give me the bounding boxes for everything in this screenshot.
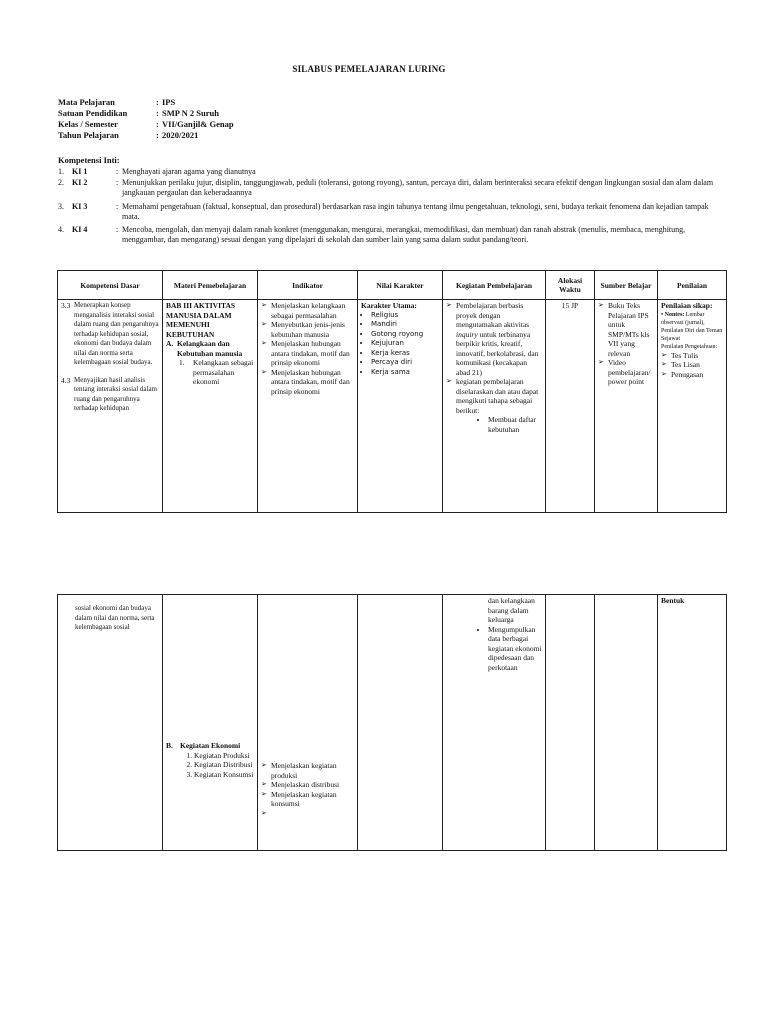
cell-materi: B. Kegiatan Ekonomi 1. Kegiatan Produksi 2. Kegiatan Distribusi 3. Kegiatan Konsumsi	[163, 595, 258, 851]
cell-kegiatan: ➢ Pembelajaran berbasis proyek dengan mengutamakan aktivitas inquiry untuk terbinanya berpikir kritis, kreatif, innovatif, berkolabrasi, dan komunikasi (kecakapan abad 21) ➢ kegiatan pembelajaran diselaraskan dan atau dapat mengikuti tahapa sebagai berikut: • Membuat daftar kebutuhan	[443, 300, 546, 513]
cell-kompetensi-dasar: sosial ekonomi dan budaya dalam nilai dan norma, serta kelembagaan sosial	[58, 595, 163, 851]
list-item: ➢ Menjelaskan hubungan antara tindakan, motif dan prinsip ekonomi	[261, 339, 354, 368]
cell-alokasi: 15 JP	[546, 300, 595, 513]
cell-indikator	[258, 300, 358, 513]
syllabus-table	[57, 270, 727, 513]
cell-alokasi	[546, 595, 595, 851]
subject-info: Mata Pelajaran : IPS Satuan Pendidikan : SMP N 2 Suruh Kelas / Semester : VII/Ganjil& Genap Tahun Pelajaran : 2020/2021	[58, 97, 234, 140]
header-alokasi: Alokasi Waktu	[546, 271, 595, 300]
cell-penilaian: Penilaian sikap: • Nontes: Lembar observasi (jurnal), Penilaian Diri dan Teman Sejawat Penilaian Pengetahuan: ➢ Tes Tulis ➢ Tes Lisan ➢ Penugasan	[658, 300, 727, 513]
cell-indikator: ➢ Menjelaskan kegiatan produksi ➢ Menjelaskan distribusi ➢ Menjelaskan kegiatan konsumsi	[258, 595, 358, 851]
cell-sumber: ➢ Buku Teks Pelajaran IPS untuk SMP/MTs kls VII yang relevan ➢ Video pembelajaran/ power point	[595, 300, 658, 513]
cell-penilaian: Bentuk	[658, 595, 727, 851]
table-row	[58, 300, 727, 513]
table-row	[58, 595, 727, 851]
header-kegiatan: Kegiatan Pembelajaran	[443, 271, 546, 300]
cell-sumber	[595, 595, 658, 851]
ki-heading: Kompetensi Inti:	[58, 155, 120, 165]
header-indikator: Indikator	[258, 271, 358, 300]
table-header-row	[58, 271, 727, 300]
cell-nilai-karakter: Karakter Utama: • Religius • Mandiri • Gotong royong • Kejujuran • Kerja keras • Percaya diri • Kerja sama	[358, 300, 443, 513]
syllabus-table-continued	[57, 594, 727, 851]
list-item: ➢ Pembelajaran berbasis proyek dengan mengutamakan aktivitas inquiry untuk terbinanya berpikir kritis, kreatif, innovatif, berkolabrasi, dan komunikasi (kecakapan abad 21)	[446, 301, 542, 377]
page-title: SILABUS PEMELAJARAN LURING	[292, 64, 446, 74]
cell-materi: BAB III AKTIVITAS MANUSIA DALAM MEMENUHI KEBUTUHAN A. Kelangkaan dan Kebutuhan manusia 1. Kelangkaan sebagai permasalahan ekonomi	[163, 300, 258, 513]
header-materi: Materi Pemebelajaran	[163, 271, 258, 300]
cell-nilai-karakter	[358, 595, 443, 851]
list-item: ➢ Menjelaskan hubungan antara tindakan, motif dan prinsip ekonomi	[261, 368, 354, 397]
header-kompetensi-dasar: Kompetensi Dasar	[58, 271, 163, 300]
header-nilai-karakter: Nilai Karakter	[358, 271, 443, 300]
list-item: ➢ Menjelaskan kelangkaan sebagai permasalahan	[261, 301, 354, 320]
header-penilaian: Penilaian	[658, 271, 727, 300]
cell-kegiatan: dan kelangkaan barang dalam keluarga • Mengumpulkan data berbagai kegiatan ekonomi dipedesaan dan perkotaan	[443, 595, 546, 851]
header-sumber: Sumber Belajar	[595, 271, 658, 300]
list-item: ➢ kegiatan pembelajaran diselaraskan dan atau dapat mengikuti tahapa sebagai berikut:	[446, 377, 542, 415]
list-item: ➢ Menyebutkan jenis-jenis kebutuhan manusia	[261, 320, 354, 339]
cell-kompetensi-dasar: 3.3 Menerapkan konsep menganalisis interaksi sosial dalam ruang dan pengaruhnya terhadap kehidupan sosial, ekonomi dan budaya dalam nilai dan norma serta kelembagaan sosial budaya. 4.3 Menyajikan hasil analisis tentang interaksi sosial dalam ruang dan pengaruhnya terhadap kehidupan	[58, 300, 163, 513]
